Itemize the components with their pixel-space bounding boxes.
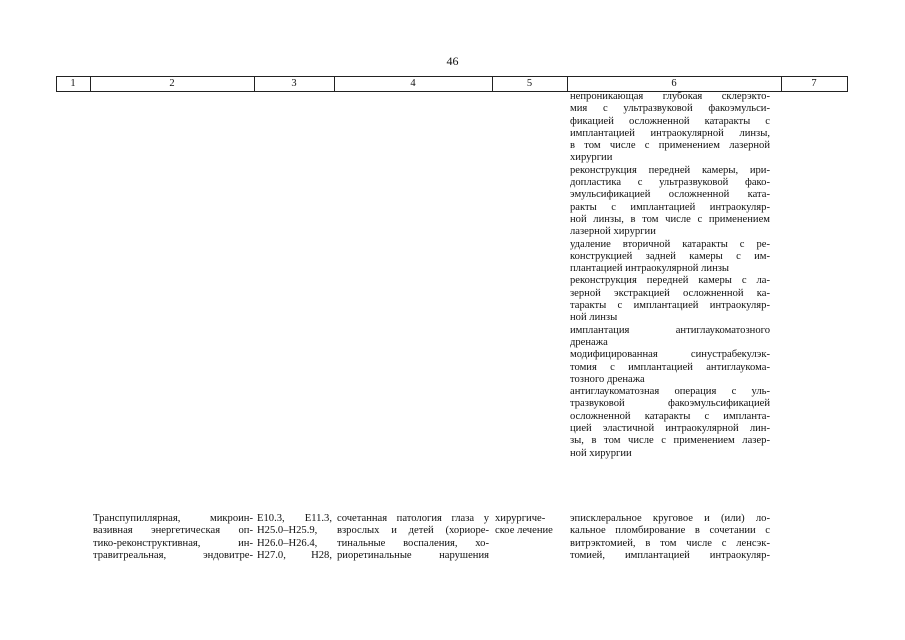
text-line: лазерной хирургии: [570, 226, 656, 238]
method-paragraph: [570, 349, 770, 386]
text-line: ной линзы, в том числе с применением: [570, 213, 770, 225]
text-line: E10.3, E11.3,: [257, 513, 332, 524]
text-line: таракты с имплантацией интраокуляр-: [570, 300, 770, 312]
text-line: тразвуковой факоэмульсификацией: [570, 398, 770, 410]
text-line: реконструкция передней камеры с ла-: [570, 275, 770, 287]
text-line: хирургиче-: [495, 513, 546, 524]
text-line: взрослых и детей (хориоре-: [337, 525, 489, 537]
header-col-4: 4: [410, 78, 416, 89]
text-line: ское лечение: [495, 525, 553, 537]
table-top-border: [56, 76, 848, 77]
header-col-3: 3: [291, 78, 297, 89]
text-line: сочетанная патология глаза у: [337, 513, 489, 524]
text-line: томией, имплантацией интраокуляр-: [570, 549, 770, 561]
text-line: конструкцией задней камеры с им-: [570, 250, 770, 262]
text-line: удаление вторичной катаракты с ре-: [570, 238, 770, 250]
header-col-7: 7: [811, 78, 817, 89]
method-description-cell: [570, 513, 770, 562]
header-col-2: 2: [169, 78, 175, 89]
text-line: тозного дренажа: [570, 373, 645, 385]
text-line: дренажа: [570, 336, 608, 348]
text-line: ной хирургии: [570, 447, 632, 459]
text-line: осложненной катаракты с импланта-: [570, 410, 770, 422]
method-paragraph: [570, 275, 770, 324]
method-paragraph: [570, 239, 770, 276]
text-line: эписклеральное круговое и (или) ло-: [570, 513, 770, 524]
text-line: кальное пломбирование в сочетании с: [570, 525, 770, 537]
text-line: мия с ультразвуковой факоэмульси-: [570, 103, 770, 115]
text-line: ной линзы: [570, 312, 618, 324]
text-line: H25.0–H25.9,: [257, 525, 318, 537]
text-line: эмульсификацией осложненной ката-: [570, 189, 770, 201]
text-line: риоретинальные нарушения: [337, 549, 489, 561]
text-line: витрэктомией, в том числе с ленсэк-: [570, 537, 770, 549]
procedures-table: [56, 76, 848, 636]
text-line: вазивная энергетическая оп-: [93, 525, 253, 537]
text-line: зерной экстракцией осложненной ка-: [570, 287, 770, 299]
header-col-6: 6: [671, 78, 677, 89]
text-line: Транспупиллярная, микроин-: [93, 513, 253, 524]
text-line: H27.0, H28,: [257, 549, 332, 561]
method-name-cell: [93, 513, 253, 562]
text-line: реконструкция передней камеры, ири-: [570, 164, 770, 176]
page-number: 46: [446, 54, 459, 68]
text-line: тинальные воспаления, хо-: [337, 537, 489, 549]
column-divider: [847, 76, 848, 92]
text-line: тико-реконструктивная, ин-: [93, 537, 253, 549]
text-line: допластика с ультразвуковой фако-: [570, 177, 770, 189]
text-line: плантацией интраокулярной линзы: [570, 263, 730, 275]
method-paragraph: [570, 386, 770, 460]
text-line: фикацией осложненной катаракты с: [570, 115, 770, 127]
method-paragraph: [570, 165, 770, 239]
header-col-5: 5: [526, 78, 533, 89]
text-line: цией эластичной интраокулярной лин-: [570, 423, 770, 435]
treatment-type-cell: [495, 513, 567, 538]
text-line: в том числе с применением лазерной: [570, 140, 770, 152]
icd-codes-cell: [257, 513, 332, 562]
continued-methods-cell: [570, 91, 770, 460]
text-line: травитреальная, эндовитре-: [93, 549, 253, 561]
text-line: имплантация антиглаукоматозного: [570, 324, 770, 336]
method-paragraph: [570, 325, 770, 350]
text-line: хирургии: [570, 152, 613, 164]
method-paragraph: [570, 91, 770, 165]
text-line: томия с имплантацией антиглаукома-: [570, 361, 770, 373]
text-line: имплантацией интраокулярной линзы,: [570, 127, 770, 139]
condition-cell: [337, 513, 489, 562]
text-line: антиглаукоматозная операция с уль-: [570, 386, 770, 398]
text-line: ракты с имплантацией интраокуляр-: [570, 201, 770, 213]
header-col-1: 1: [70, 78, 76, 89]
text-line: непроникающая глубокая склерэкто-: [570, 91, 770, 102]
text-line: H26.0–H26.4,: [257, 537, 318, 549]
text-line: модифицированная синустрабекулэк-: [570, 349, 770, 361]
text-line: зы, в том числе с применением лазер-: [570, 435, 770, 447]
